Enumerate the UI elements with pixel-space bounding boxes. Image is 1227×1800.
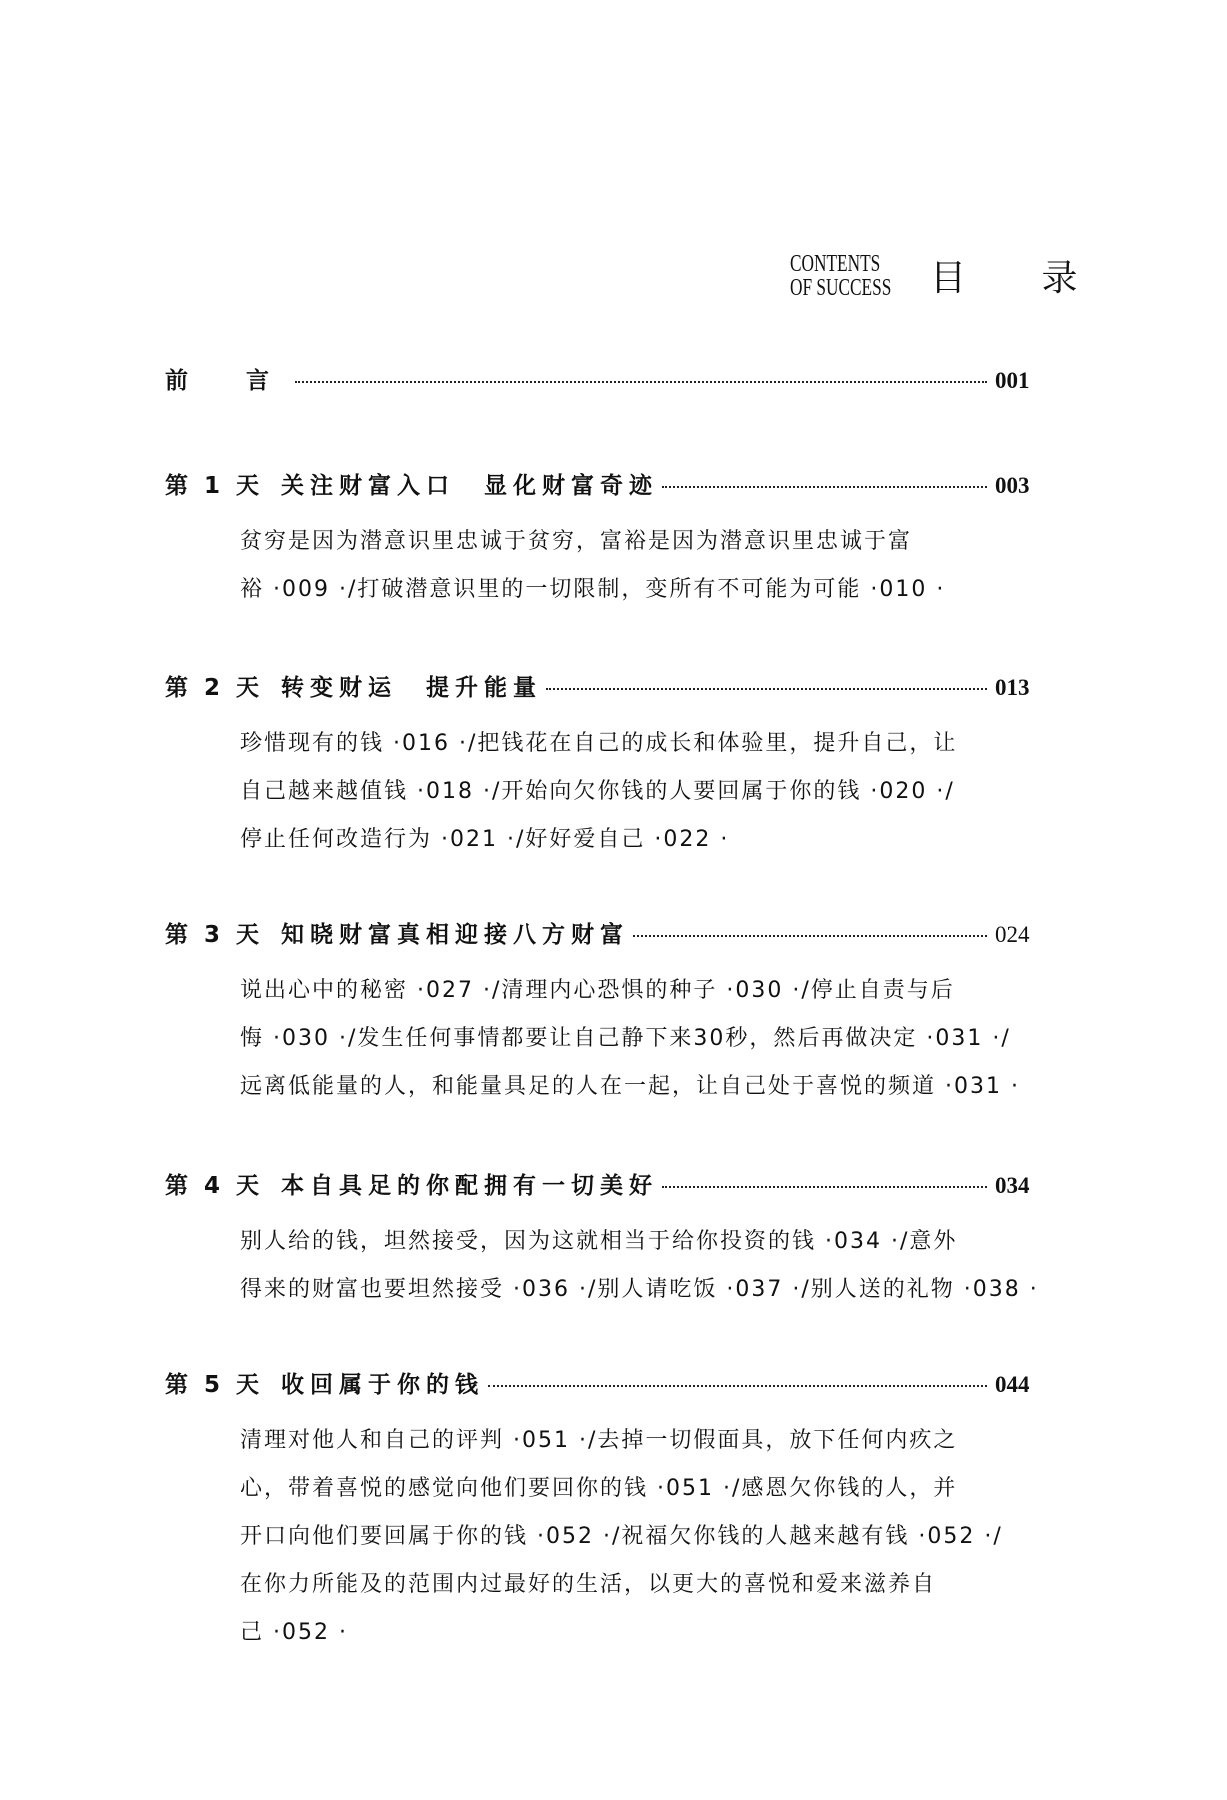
contents-line-1: CONTENTS	[790, 250, 881, 277]
entry-page-number: 013	[995, 675, 1030, 700]
toc-entry-day-3[interactable]	[165, 916, 1035, 1111]
entry-subtopics	[240, 1218, 1060, 1314]
entry-label: 第 1 天	[165, 473, 264, 499]
entry-label: 第 5 天	[165, 1372, 264, 1398]
entry-page-number: 034	[995, 1173, 1030, 1198]
dot-leader	[295, 381, 987, 383]
subtopic-line: 自己越来越值钱 ·018 ·/开始向欠你钱的人要回属于你的钱 ·020 ·/	[240, 779, 955, 804]
entry-subtopics	[240, 720, 1060, 864]
subtopic-line: 别人给的钱，坦然接受，因为这就相当于给你投资的钱 ·034 ·/意外	[240, 1229, 958, 1254]
entry-label: 第 4 天	[165, 1173, 264, 1199]
entry-title: 本自具足的你配拥有一切美好	[281, 1173, 659, 1199]
subtopic-line: 远离低能量的人，和能量具足的人在一起，让自己处于喜悦的频道 ·031 ·	[240, 1074, 1020, 1099]
toc-entry-day-1[interactable]	[165, 467, 1035, 614]
subtopic-line: 停止任何改造行为 ·021 ·/好好爱自己 ·022 ·	[240, 827, 730, 852]
toc-entry-day-5[interactable]	[165, 1366, 1035, 1657]
entry-subtopics	[240, 967, 1060, 1111]
dot-leader	[662, 486, 987, 488]
subtopic-line: 说出心中的秘密 ·027 ·/清理内心恐惧的种子 ·030 ·/停止自责与后	[240, 978, 955, 1003]
entry-title: 收回属于你的钱	[281, 1372, 485, 1398]
entry-title: 知晓财富真相迎接八方财富	[281, 922, 630, 948]
subtopic-line: 清理对他人和自己的评判 ·051 ·/去掉一切假面具，放下任何内疚之	[240, 1428, 958, 1453]
entry-label: 第 3 天	[165, 922, 264, 948]
contents-zh-title: 目 录	[930, 258, 1110, 299]
dot-leader	[633, 935, 987, 937]
subtopic-line: 裕 ·009 ·/打破潜意识里的一切限制，变所有不可能为可能 ·010 ·	[240, 577, 946, 602]
entry-title: 转变财运 提升能量	[281, 675, 543, 701]
entry-subtopics	[240, 518, 1060, 614]
subtopic-line: 贫穷是因为潜意识里忠诚于贫穷，富裕是因为潜意识里忠诚于富	[240, 529, 913, 554]
entry-page-number: 044	[995, 1372, 1030, 1397]
subtopic-line: 开口向他们要回属于你的钱 ·052 ·/祝福欠你钱的人越来越有钱 ·052 ·/	[240, 1524, 1003, 1549]
contents-en-label	[790, 250, 892, 301]
dot-leader	[662, 1186, 987, 1188]
contents-line-2: OF SUCCESS	[790, 274, 892, 301]
toc-header	[790, 250, 1109, 301]
subtopic-line: 得来的财富也要坦然接受 ·036 ·/别人请吃饭 ·037 ·/别人送的礼物 ·038 ·	[240, 1277, 1039, 1302]
entry-label: 第 2 天	[165, 675, 264, 701]
subtopic-line: 己 ·052 ·	[240, 1620, 348, 1645]
toc-entry-preface[interactable]	[165, 362, 1035, 395]
subtopic-line: 心，带着喜悦的感觉向他们要回你的钱 ·051 ·/感恩欠你钱的人，并	[240, 1476, 958, 1501]
entry-subtopics	[240, 1417, 1060, 1657]
toc-entry-day-4[interactable]	[165, 1167, 1039, 1314]
entry-title: 关注财富入口 显化财富奇迹	[281, 473, 659, 499]
dot-leader	[546, 688, 987, 690]
subtopic-line: 珍惜现有的钱 ·016 ·/把钱花在自己的成长和体验里，提升自己，让	[240, 731, 958, 756]
entry-page-number: 003	[995, 473, 1030, 498]
toc-entry-day-2[interactable]	[165, 669, 1035, 864]
entry-label: 前 言	[165, 368, 273, 394]
subtopic-line: 在你力所能及的范围内过最好的生活，以更大的喜悦和爱来滋养自	[240, 1572, 937, 1597]
entry-page-number: 024	[995, 922, 1030, 947]
entry-page-number: 001	[995, 368, 1030, 393]
subtopic-line: 悔 ·030 ·/发生任何事情都要让自己静下来30秒，然后再做决定 ·031 ·/	[240, 1026, 1011, 1051]
dot-leader	[488, 1385, 987, 1387]
